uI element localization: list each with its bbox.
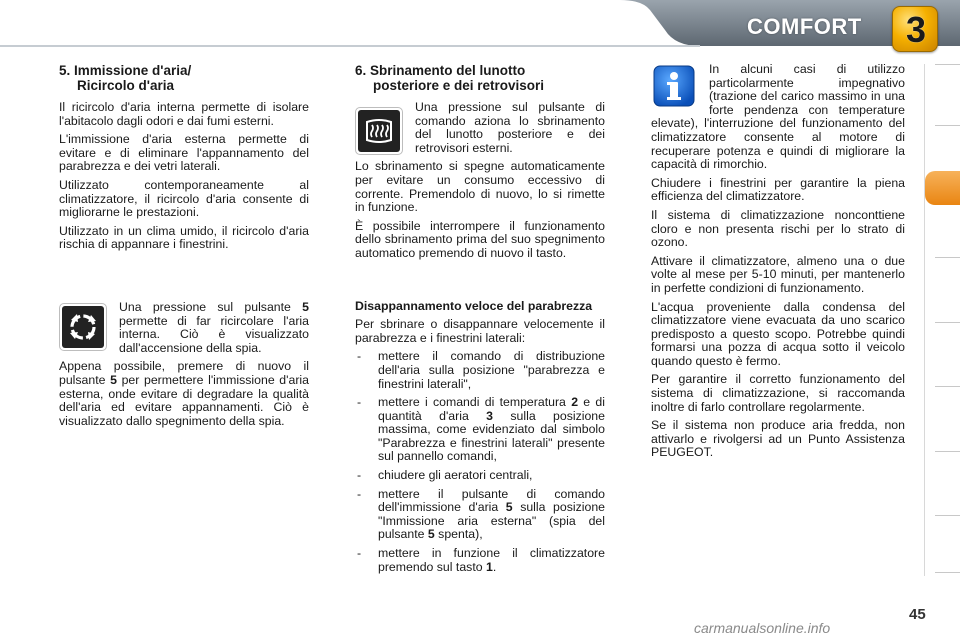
text: per permettere l'immissione d'aria esterna, onde evitare di degradare la qualità dell'aria ed evitare appannamenti. Ciò è visualizzato dallo spegnimento della spia. [59,372,309,428]
button-ref: 5 [505,500,513,515]
paragraph: Per garantire il corretto funzionamento del sistema di climatizzazione, si raccomanda inoltre di farlo controllare regolarmente. [651,372,905,414]
paragraph: Il sistema di climatizzazione nonconttiene cloro e non presenta rischi per lo strato di ozono. [651,207,905,250]
button-ref: 5 [302,299,309,314]
button-ref: 5 [427,527,435,542]
text: sulla posizione "Immissione aria esterna" (spia del pulsante [378,500,605,542]
section-title-line2: posteriore e dei retrovisori [373,78,545,93]
paragraph: Attivare il climatizzatore, almeno una o due volte al mese per 5-10 minuti, per mantenerlo in perfette condizioni di funzionamento. [651,253,905,295]
side-tab-divider [935,451,960,452]
side-tab-active [925,171,960,205]
paragraph: L'acqua proveniente dalla condensa del climatizzatore viene evacuata da uno scarico predisposto a questo scopo. Potrebbe quindi formarsi una pozza di acqua sotto il veicolo quando questo è fermo. [651,299,905,368]
chapter-header [0,0,960,58]
column-info-notes [651,63,905,465]
list-item: - chiudere gli aeratori centrali, [355,469,605,483]
side-tab-divider [935,386,960,387]
paragraph: Chiudere i finestrini per garantire la piena efficienza del climatizzatore. [651,175,905,204]
text: mettere in funzione il climatizzatore premendo sul tasto [378,546,605,574]
procedure-list [355,350,605,574]
paragraph: Utilizzato in un clima umido, il ricircolo d'aria rischia di appannare i finestrini. [59,223,309,252]
side-tab-divider [935,125,960,126]
text: permette di far ricircolare l'aria interna. Ciò è visualizzato dall'accensione della spia. [119,313,309,355]
section-title-line1: 5. Immissione d'aria/ [59,63,192,78]
side-tab-divider [935,322,960,323]
paragraph: In alcuni casi di utilizzo particolarmente impegnativo (trazione del carico massimo in una forte pendenza con temperature elevate), l'interruzione del funzionamento del climatizzatore consente al motore di recuperare potenza e quindi di migliorare la capacità di rimorchio. [651,62,905,172]
list-item [355,547,605,574]
paragraph: Utilizzato contemporaneamente al climatizzatore, il ricircolo d'aria consente di migliorarne le prestazioni. [59,177,309,220]
side-tab-divider [935,572,960,573]
section-title-line1: 6. Sbrinamento del lunotto [355,63,526,78]
button-ref: 2 [571,395,579,410]
paragraph: Lo sbrinamento si spegne automaticamente per evitare un consumo eccessivo di corrente. Premendolo di nuovo, lo si rimette in funzione. [355,159,605,215]
side-tab-divider [935,515,960,516]
list-item [355,488,605,542]
paragraph: Una pressione sul pulsante di comando aziona lo sbrinamento del lunotto posteriore e dei retrovisori esterni. [415,100,605,155]
paragraph [59,360,309,428]
button-ref: 3 [486,408,494,423]
section-title-air-intake [59,63,309,93]
side-tab-divider [935,64,960,65]
section-title-line2: Ricircolo d'aria [77,78,174,93]
text: mettere i comandi di temperatura [378,395,572,410]
text: mettere il pulsante di comando dell'immissione d'aria [378,486,605,515]
text: spenta), [434,527,483,542]
paragraph: Per sbrinare o disappannare velocemente il parabrezza e i finestrini laterali: [355,317,605,345]
chapter-side-tabs [925,64,960,574]
info-icon [653,65,695,107]
chapter-title: COMFORT [747,14,862,39]
text: Appena possibile, premere di nuovo il pulsante [59,359,309,387]
paragraph: È possibile interrompere il funzionamento dello sbrinamento prima del suo spegnimento automatico premendo di nuovo il tasto. [355,218,605,260]
text: Una pressione sul pulsante [119,299,303,314]
list-item [355,396,605,464]
text: sulla posizione massima, come evidenziato dal simbolo "Parabrezza e finestrini laterali" presente sul pannello comandi, [378,408,605,464]
text: . [492,559,497,574]
list-item: - mettere il comando di distribuzione dell'aria sulla posizione "parabrezza e finestrini laterali", [355,350,605,391]
sub-title-fast-defog: Disappannamento veloce del parabrezza [355,298,593,313]
watermark: carmanualsonline.info [694,620,831,636]
section-title-rear-defrost [355,63,605,93]
chapter-number-badge [892,6,938,52]
button-ref: 1 [486,559,493,574]
button-ref: 5 [110,372,117,387]
paragraph: Se il sistema non produce aria fredda, non attivarlo e rivolgersi ad un Punto Assistenza PEUGEOT. [651,418,905,460]
air-recirculation-icon [59,303,107,351]
column-rear-defrost [355,63,605,579]
paragraph: L'immissione d'aria esterna permette di evitare e di eliminare l'appannamento del parabrezza e dei vetri laterali. [59,132,309,174]
text: e di quantità d'aria [378,395,606,423]
page-number: 45 [909,606,926,623]
column-air-intake [59,63,309,433]
rear-defrost-icon [355,107,403,155]
chapter-number: 3 [905,9,927,50]
side-tab-divider [935,257,960,258]
paragraph: Il ricircolo d'aria interna permette di isolare l'abitacolo dagli odori e dai fumi esterni. [59,100,309,128]
